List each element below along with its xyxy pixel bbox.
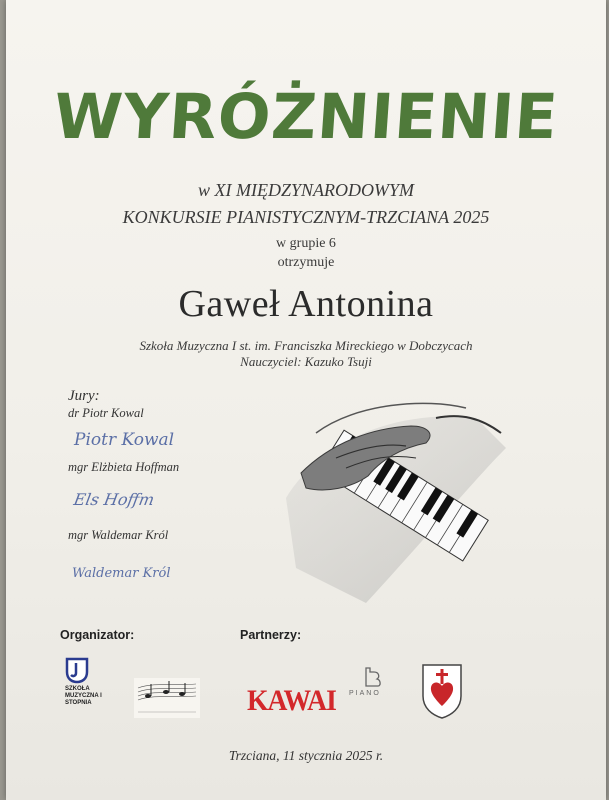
jury-signature-3: Waldemar Król [72, 566, 171, 581]
jury-member-2: mgr Elżbieta Hoffman [68, 460, 180, 474]
coat-of-arms-icon [420, 662, 464, 720]
jury-member-1: dr Piotr Kowal [68, 406, 144, 420]
music-notes-logo-icon [134, 678, 200, 718]
jury-heading: Jury: [68, 388, 100, 404]
certificate-sheet [6, 0, 606, 800]
teacher-name: Nauczyciel: Kazuko Tsuji [240, 354, 372, 369]
piano-brand-logo-icon [361, 666, 383, 688]
school-name: Szkoła Muzyczna I st. im. Franciszka Mireckiego w Dobczycach [139, 338, 473, 353]
recipient-name: Gaweł Antonina [178, 283, 434, 325]
group-line: w grupie 6 [276, 236, 336, 251]
school-logo-text: SZKOŁA MUZYCZNA I STOPNIA [65, 686, 102, 706]
jury-member-3: mgr Waldemar Król [68, 528, 169, 542]
certificate-title: WYRÓŻNIENIE [51, 80, 561, 153]
piano-hands-illustration [276, 388, 516, 613]
place-and-date: Trzciana, 11 stycznia 2025 r. [228, 748, 384, 763]
competition-line-2: KONKURSIE PIANISTYCZNYM-TRZCIANA 2025 [122, 207, 490, 227]
jury-signature-1: Piotr Kowal [74, 430, 175, 450]
jury-signature-2: Els Hoffm [72, 490, 156, 509]
piano-brand-text: PIANO [349, 690, 381, 697]
organizer-label: Organizator: [60, 628, 135, 642]
receives-line: otrzymuje [277, 255, 335, 270]
kawai-logo: KAWAI [247, 684, 336, 717]
partners-label: Partnerzy: [240, 628, 302, 642]
competition-line-1: w XI MIĘDZYNARODOWYM [198, 180, 414, 200]
school-logo-icon [64, 656, 90, 684]
